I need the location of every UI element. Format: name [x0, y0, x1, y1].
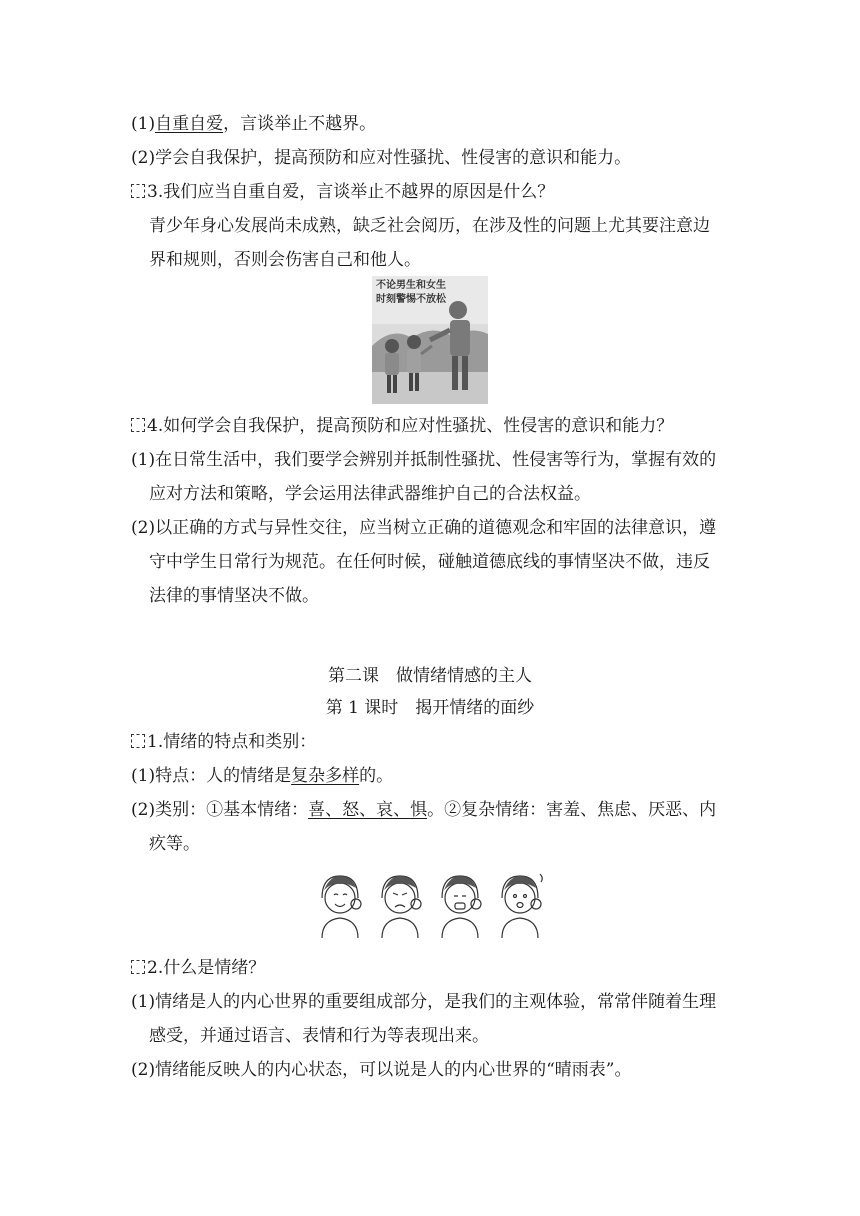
item-1-underlined: 自重自爱 [155, 114, 224, 134]
emotion-faces-illustration [310, 868, 550, 938]
question-4-answer-1-line-1: (1)在日常生活中，我们要学会辨别并抵制性骚扰、性侵害等行为，掌握有效的 [131, 450, 717, 470]
question-4-answer-2-line-2: 守中学生日常行为规范。在任何时候，碰触道德底线的事情坚决不做，违反 [149, 552, 710, 572]
emotion-types-rest: 。②复杂情绪：害羞、焦虑、厌恶、内 [427, 800, 717, 820]
emotion-feature [131, 764, 393, 788]
question-3-text: 3.我们应当自重自爱，言谈举止不越界的原因是什么？ [147, 182, 555, 202]
section-b-question-2-text: 2.什么是情绪？ [147, 958, 266, 978]
question-3 [131, 180, 554, 204]
emotion-types-underlined: 喜、怒、哀、惧 [308, 800, 428, 820]
checkbox-icon[interactable] [131, 418, 145, 432]
question-4-answer-1-line-2: 应对方法和策略，学会运用法律武器维护自己的合法权益。 [149, 484, 591, 504]
question-4 [131, 414, 673, 438]
section-b-question-1-text: 1.情绪的特点和类别： [147, 732, 317, 752]
lesson-title: 第二课 做情绪情感的主人 [328, 666, 532, 686]
item-1 [131, 112, 376, 136]
item-1-prefix: (1) [131, 114, 156, 134]
emotion-types-line-2: 疚等。 [149, 834, 200, 854]
emotion-definition-line-1: (1)情绪是人的内心世界的重要组成部分，是我们的主观体验，常常伴随着生理 [131, 992, 717, 1012]
question-4-answer-2-line-3: 法律的事情坚决不做。 [149, 586, 319, 606]
question-4-answer-2-line-1: (2)以正确的方式与异性交往，应当树立正确的道德观念和牢固的法律意识，遵 [131, 518, 717, 538]
illustration-caption [376, 279, 446, 307]
safety-illustration [372, 276, 488, 404]
question-3-answer-line-1: 青少年身心发展尚未成熟，缺乏社会阅历，在涉及性的问题上尤其要注意边 [149, 216, 710, 236]
emotion-feature-rest: 的。 [359, 766, 394, 786]
section-b-question-2 [131, 956, 265, 980]
checkbox-icon[interactable] [131, 184, 145, 198]
illustration-caption-line-1: 不论男生和女生 [376, 280, 446, 291]
period-title: 第 1 课时 揭开情绪的面纱 [325, 698, 535, 718]
emotion-types [131, 798, 716, 822]
item-1-rest: ，言谈举止不越界。 [223, 114, 377, 134]
illustration-caption-line-2: 时刻警惕不放松 [376, 294, 446, 305]
emotion-barometer: (2)情绪能反映人的内心状态，可以说是人的内心世界的“晴雨表”。 [131, 1060, 632, 1080]
item-2: (2)学会自我保护，提高预防和应对性骚扰、性侵害的意识和能力。 [131, 148, 632, 168]
emotion-faces-drawing [310, 868, 550, 938]
emotion-types-prefix: (2)类别：①基本情绪： [131, 800, 309, 820]
emotion-feature-prefix: (1)特点：人的情绪是 [131, 766, 292, 786]
checkbox-icon[interactable] [131, 960, 145, 974]
emotion-feature-underlined: 复杂多样 [291, 766, 360, 786]
section-b-question-1 [131, 730, 316, 754]
checkbox-icon[interactable] [131, 734, 145, 748]
question-3-answer-line-2: 界和规则，否则会伤害自己和他人。 [149, 250, 421, 270]
emotion-definition-line-2: 感受，并通过语言、表情和行为等表现出来。 [149, 1026, 489, 1046]
question-4-text: 4.如何学会自我保护，提高预防和应对性骚扰、性侵害的意识和能力？ [147, 416, 674, 436]
